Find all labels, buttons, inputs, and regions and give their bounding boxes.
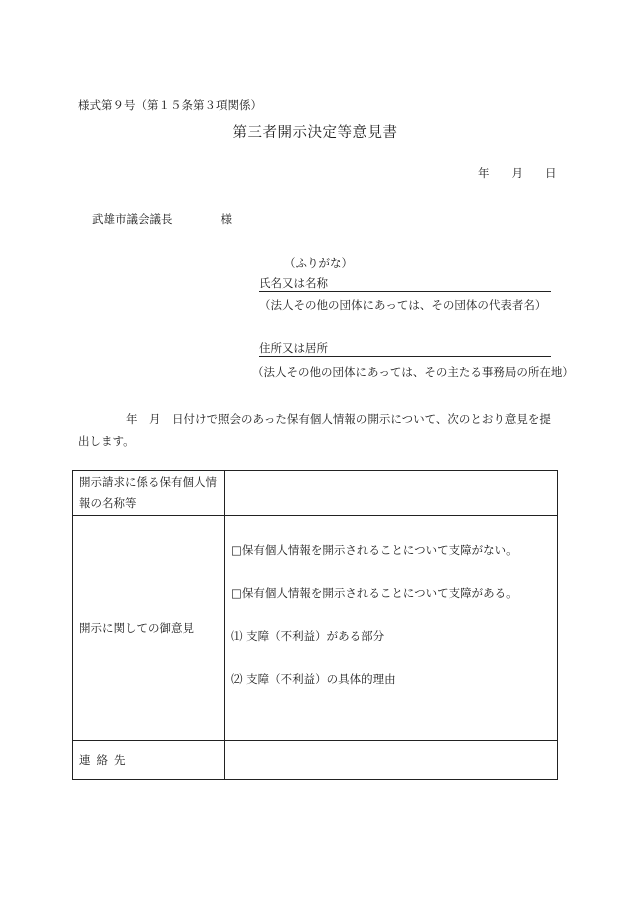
form-number: 様式第９号（第１５条第３項関係） xyxy=(78,98,262,112)
table-row xyxy=(73,741,558,780)
addressee-honorific: 様 xyxy=(220,212,232,226)
requested-info-field[interactable] xyxy=(225,471,558,516)
opinion-table xyxy=(72,470,558,780)
address-note: （法人その他の団体にあっては、その主たる事務局の所在地） xyxy=(252,365,574,379)
objection-reason-item: ⑵ 支障（不利益）の具体的理由 xyxy=(231,672,396,686)
addressee-name: 武雄市議会議長 xyxy=(92,212,173,226)
opinion-label: 開示に関しての御意見 xyxy=(73,516,225,741)
contact-field[interactable] xyxy=(225,741,558,780)
name-field[interactable] xyxy=(259,275,551,292)
date-day: 日 xyxy=(545,166,557,180)
table-row xyxy=(73,516,558,741)
table-row xyxy=(73,471,558,516)
addressee xyxy=(92,211,232,227)
objection-part-item: ⑴ 支障（不利益）がある部分 xyxy=(231,629,385,643)
requested-info-label: 開示請求に係る保有個人情報の名称等 xyxy=(73,471,225,516)
opinion-field[interactable] xyxy=(225,516,558,741)
no-objection-option[interactable]: □保有個人情報を開示されることについて支障がない。 xyxy=(231,543,518,557)
contact-label: 連絡先 xyxy=(73,741,225,780)
name-label: 氏名又は名称 xyxy=(259,276,328,290)
name-note: （法人その他の団体にあっては、その団体の代表者名） xyxy=(259,298,547,312)
body-text: 年 月 日付けで照会のあった保有個人情報の開示について、次のとおり意見を提出します。 xyxy=(78,412,551,448)
page-title: 第三者開示決定等意見書 xyxy=(232,125,398,141)
furigana-label: （ふりがな） xyxy=(284,256,353,270)
objection-option[interactable]: □保有個人情報を開示されることについて支障がある。 xyxy=(231,586,518,600)
date-line xyxy=(478,165,557,181)
address-field[interactable] xyxy=(259,340,551,357)
date-month: 月 xyxy=(511,166,523,180)
address-label: 住所又は居所 xyxy=(259,341,328,355)
date-year: 年 xyxy=(478,166,490,180)
